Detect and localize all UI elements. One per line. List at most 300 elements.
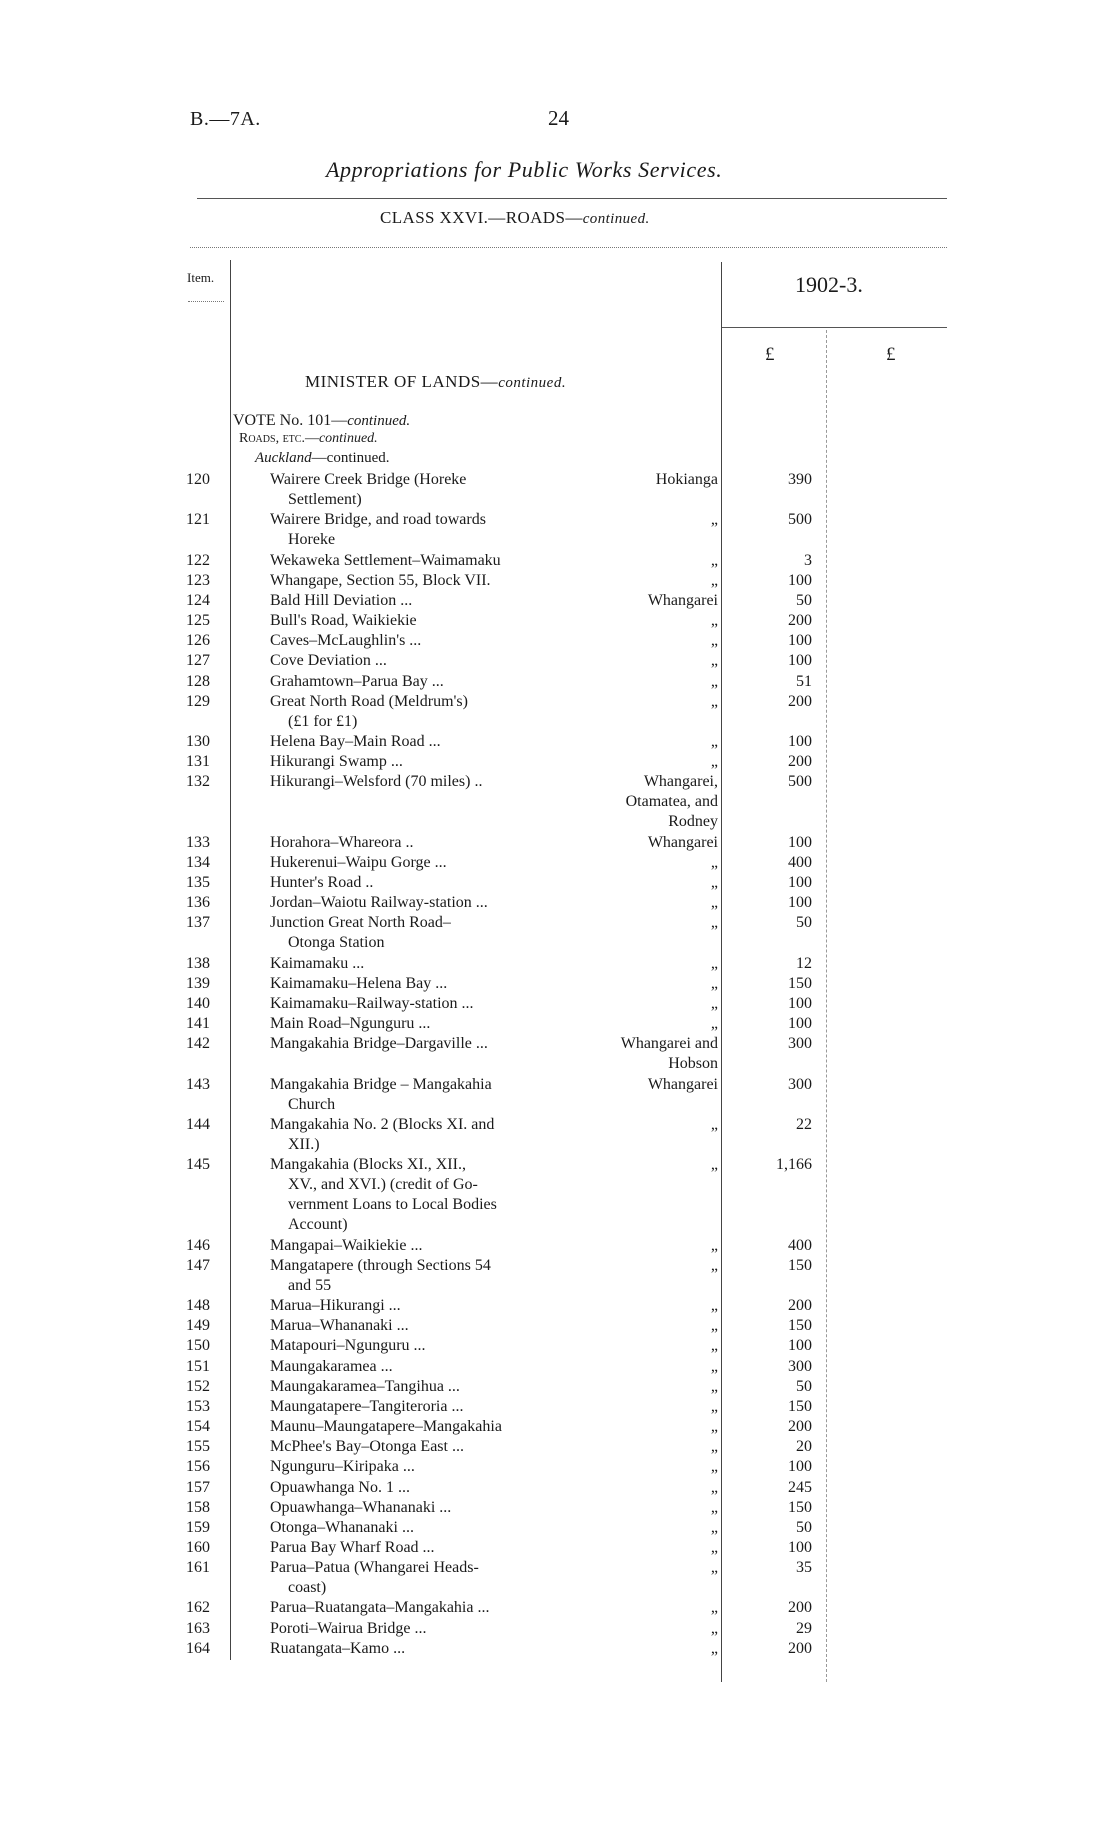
report-code: B.—7A. [190,108,261,130]
item-number: 125 [186,612,210,630]
county-line: „ [710,1418,718,1436]
item-number: 131 [186,753,210,771]
class-heading-main: CLASS XXVI.—ROADS— [380,208,583,227]
description-line: Cove Deviation ... [270,652,387,670]
county-line: „ [710,1317,718,1335]
item-number: 132 [186,773,210,791]
auckland-heading-main: Auckland [255,450,312,466]
roads-heading-suffix: continued. [318,431,378,446]
item-number: 134 [186,853,210,871]
road-description [270,1357,588,1377]
county-name [578,873,718,893]
road-description [270,672,588,692]
road-description [270,1075,588,1115]
item-number: 158 [186,1498,210,1516]
minister-heading-main: MINISTER OF LANDS— [305,372,499,391]
county-line: Hobson [668,1055,718,1073]
item-number: 143 [186,1075,210,1093]
item-number: 130 [186,732,210,750]
description-line: XII.) [288,1135,320,1153]
description-line: Caves–McLaughlin's ... [270,632,422,650]
county-line: „ [710,894,718,912]
county-name [578,1377,718,1397]
description-line: Junction Great North Road– [270,914,451,932]
item-number: 151 [186,1357,210,1375]
road-description [270,732,588,752]
amount-value: 51 [796,672,812,690]
item-number: 129 [186,692,210,710]
county-line: „ [710,753,718,771]
description-line: Marua–Whananaki ... [270,1317,409,1335]
item-number: 128 [186,672,210,690]
road-description [270,1014,588,1034]
description-line: Helena Bay–Main Road ... [270,732,441,750]
description-line: Mangakahia Bridge–Dargaville ... [270,1035,488,1053]
item-number: 120 [186,471,210,488]
county-name [578,591,718,611]
county-line: „ [710,853,718,871]
amount-value: 200 [788,1639,812,1657]
amount-value: 150 [788,1498,812,1516]
county-line: „ [710,612,718,630]
description-line: Hukerenui–Waipu Gorge ... [270,853,447,871]
vote-heading-main: VOTE No. 101— [233,412,348,429]
amount-value: 400 [788,1236,812,1254]
county-line: „ [710,1256,718,1274]
description-line: Ruatangata–Kamo ... [270,1639,406,1657]
amount-value: 150 [788,974,812,992]
county-name [578,1437,718,1457]
road-description [270,893,588,913]
county-line: „ [710,1397,718,1415]
road-description [270,873,588,893]
class-heading [380,208,650,228]
page-number: 24 [548,106,569,130]
road-description [270,510,588,550]
description-line: Great North Road (Meldrum's) [270,692,468,710]
county-name [578,772,718,832]
amount-value: 100 [788,894,812,912]
pound-sign-column-1: £ [765,344,775,365]
item-number: 124 [186,591,210,609]
county-line: „ [710,551,718,569]
amount-value: 300 [788,1357,812,1375]
description-line: Mangakahia No. 2 (Blocks XI. and [270,1115,495,1133]
amount-value: 100 [788,994,812,1012]
item-number: 127 [186,652,210,670]
item-number: 135 [186,874,210,891]
road-description [270,1639,588,1659]
county-line: „ [710,1498,718,1516]
amount-value: 100 [788,632,812,650]
road-description [270,551,588,571]
item-number: 121 [186,511,210,529]
county-name [578,732,718,752]
county-name [578,1619,718,1639]
road-description [270,752,588,772]
vote-heading-suffix: continued. [347,413,411,429]
amount-value: 200 [788,753,812,771]
county-line: „ [710,672,718,690]
item-number: 156 [186,1458,210,1476]
road-description [270,1498,588,1518]
description-line: Opuawhanga–Whananaki ... [270,1498,452,1516]
description-line: XV., and XVI.) (credit of Go- [288,1176,478,1194]
amount-value: 200 [788,1418,812,1436]
description-line: Hunter's Road .. [270,874,374,891]
county-line: „ [710,1559,718,1577]
item-number: 159 [186,1518,210,1536]
road-description [270,611,588,631]
item-number: 146 [186,1236,210,1254]
county-line: „ [710,1156,718,1174]
county-name [578,974,718,994]
road-description [270,1236,588,1256]
road-description [270,571,588,591]
county-line: „ [710,1337,718,1355]
vote-heading [233,412,410,430]
amount-value: 100 [788,874,812,891]
amount-value: 100 [788,1458,812,1476]
road-description [270,913,588,953]
county-line: „ [710,1538,718,1556]
county-name [578,913,718,933]
auckland-heading-suffix: —continued. [311,450,390,466]
description-line: Maunu–Maungatapere–Mangakahia [270,1418,502,1436]
item-number: 144 [186,1115,210,1133]
minister-heading-suffix: continued. [498,375,567,391]
county-name [578,631,718,651]
item-number: 133 [186,833,210,851]
county-name [578,752,718,772]
county-line: „ [710,874,718,891]
item-number: 122 [186,551,210,569]
roads-heading [239,431,378,447]
year-rule [721,327,947,328]
county-line: Otamatea, and [625,793,718,811]
county-name [578,1075,718,1095]
road-description [270,1397,588,1417]
item-number: 136 [186,894,210,912]
county-line: „ [710,632,718,650]
county-line: „ [710,954,718,972]
county-name [578,611,718,631]
description-line: and 55 [288,1276,332,1294]
road-description [270,1619,588,1639]
amount-value: 300 [788,1075,812,1093]
amount-value: 100 [788,571,812,589]
amount-value: 150 [788,1397,812,1415]
road-description [270,994,588,1014]
minister-heading [305,372,566,392]
county-line: Whangarei [647,833,718,851]
county-name [578,1316,718,1336]
road-description [270,1155,588,1235]
county-line: „ [710,1478,718,1496]
description-line: Ngunguru–Kiripaka ... [270,1458,415,1476]
county-name [578,1034,718,1074]
amount-value: 1,166 [776,1156,812,1174]
county-name [578,1639,718,1659]
description-line: Account) [288,1216,348,1234]
description-line: Maungakaramea ... [270,1357,393,1375]
description-line: vernment Loans to Local Bodies [288,1196,497,1214]
county-line: „ [710,1458,718,1476]
county-line: „ [710,1357,718,1375]
description-line: Marua–Hikurangi ... [270,1297,401,1315]
county-line: „ [710,1115,718,1133]
amount-value: 150 [788,1256,812,1274]
title-rule [197,198,947,199]
road-description [270,1417,588,1437]
road-description [270,1478,588,1498]
county-line: „ [710,1015,718,1033]
county-line: „ [710,732,718,750]
county-line: „ [710,1639,718,1657]
county-name [578,1296,718,1316]
description-line: Otonga–Whananaki ... [270,1518,414,1536]
item-number: 141 [186,1015,210,1033]
county-name [578,1417,718,1437]
item-number: 126 [186,632,210,650]
description-line: Kaimamaku ... [270,954,365,972]
county-name [578,1397,718,1417]
road-description [270,1336,588,1356]
item-number: 150 [186,1337,210,1355]
county-name [578,651,718,671]
county-name [578,510,718,530]
description-line: Maungakaramea–Tangihua ... [270,1377,460,1395]
description-line: McPhee's Bay–Otonga East ... [270,1438,464,1456]
county-name [578,1498,718,1518]
total-column-divider [826,330,827,1682]
amount-value: 500 [788,511,812,529]
county-line: „ [710,994,718,1012]
county-name [578,1357,718,1377]
road-description [270,1558,588,1598]
description-line: Parua Bay Wharf Road ... [270,1538,435,1556]
description-line: Wairere Creek Bridge (Horeke [270,471,467,488]
county-line: „ [710,1599,718,1617]
description-line: Bull's Road, Waikiekie [270,612,417,630]
county-name [578,1598,718,1618]
item-number: 147 [186,1256,210,1274]
description-line: (£1 for £1) [288,712,358,730]
amount-value: 200 [788,1297,812,1315]
amount-value: 50 [796,1377,812,1395]
road-description [270,470,588,510]
road-description [270,1377,588,1397]
county-line: „ [710,914,718,932]
item-number: 164 [186,1639,210,1657]
class-rule [190,247,947,248]
item-number: 142 [186,1035,210,1053]
road-description [270,833,588,853]
amount-value: 100 [788,833,812,851]
description-line: Bald Hill Deviation ... [270,591,413,609]
pound-sign-column-2: £ [886,344,896,365]
county-name [578,1155,718,1175]
item-number: 154 [186,1418,210,1436]
item-number: 137 [186,914,210,932]
page-title: Appropriations for Public Works Services. [326,157,723,182]
county-name [578,1115,718,1135]
item-number: 162 [186,1599,210,1617]
description-line: Grahamtown–Parua Bay ... [270,672,444,690]
amount-value: 200 [788,1599,812,1617]
description-line: Hikurangi–Welsford (70 miles) .. [270,773,483,791]
amount-value: 12 [796,954,812,972]
county-line: „ [710,1297,718,1315]
description-line: Main Road–Ngunguru ... [270,1015,431,1033]
road-description [270,1034,588,1054]
road-description [270,1115,588,1155]
road-description [270,1598,588,1618]
amount-value: 22 [796,1115,812,1133]
county-line: „ [710,1377,718,1395]
description-line: Wairere Bridge, and road towards [270,511,486,529]
county-line: „ [710,1438,718,1456]
amount-value: 400 [788,853,812,871]
amount-value: 100 [788,1015,812,1033]
amount-value: 100 [788,732,812,750]
description-line: coast) [288,1579,327,1597]
amount-value: 50 [796,914,812,932]
road-description [270,692,588,732]
county-line: „ [710,692,718,710]
description-line: Mangakahia Bridge – Mangakahia [270,1075,492,1093]
year-heading: 1902-3. [795,272,863,297]
county-name [578,672,718,692]
amount-value: 150 [788,1317,812,1335]
road-description [270,1457,588,1477]
county-name [578,893,718,913]
county-line: „ [710,1236,718,1254]
item-number: 138 [186,954,210,972]
road-description [270,954,588,974]
county-name [578,470,718,490]
county-line: „ [710,511,718,529]
road-description [270,631,588,651]
item-header-rule [188,301,224,302]
county-name [578,551,718,571]
item-number: 139 [186,974,210,992]
item-number: 149 [186,1317,210,1335]
amount-value: 50 [796,1518,812,1536]
county-name [578,692,718,712]
county-line: Whangarei and [620,1035,718,1053]
county-name [578,1256,718,1276]
item-number: 148 [186,1297,210,1315]
county-line: Rodney [668,813,718,831]
item-column-header: Item. [187,270,215,285]
county-name [578,853,718,873]
item-number: 145 [186,1156,210,1174]
description-line: Otonga Station [288,934,385,952]
amount-value: 100 [788,1538,812,1556]
road-description [270,1518,588,1538]
county-line: „ [710,1518,718,1536]
description-line: Mangakahia (Blocks XI., XII., [270,1156,466,1174]
item-number: 152 [186,1377,210,1395]
description-line: Mangapai–Waikiekie ... [270,1236,423,1254]
county-name [578,571,718,591]
road-description [270,974,588,994]
county-line: Hokianga [655,471,718,488]
amount-value: 245 [788,1478,812,1496]
road-description [270,1437,588,1457]
description-line: Poroti–Wairua Bridge ... [270,1619,427,1637]
road-description [270,1296,588,1316]
item-number: 163 [186,1619,210,1637]
county-name [578,1457,718,1477]
item-number: 123 [186,571,210,589]
amount-value: 29 [796,1619,812,1637]
county-line: „ [710,571,718,589]
amount-value: 200 [788,612,812,630]
county-name [578,1236,718,1256]
amount-value: 100 [788,652,812,670]
road-description [270,651,588,671]
amount-value: 3 [804,551,812,569]
county-line: „ [710,652,718,670]
description-line: Whangape, Section 55, Block VII. [270,571,491,589]
description-line: Wekaweka Settlement–Waimamaku [270,551,501,569]
item-column-divider [230,260,231,1660]
county-name [578,1558,718,1578]
description-line: Parua–Ruatangata–Mangakahia ... [270,1599,490,1617]
county-name [578,1014,718,1034]
county-name [578,1336,718,1356]
description-line: Kaimamaku–Railway-station ... [270,994,474,1012]
item-number: 157 [186,1478,210,1496]
description-line: Horahora–Whareora .. [270,833,414,851]
amount-value: 35 [796,1559,812,1577]
item-number: 160 [186,1538,210,1556]
amount-value: 300 [788,1035,812,1053]
item-number: 155 [186,1438,210,1456]
county-name [578,1478,718,1498]
county-name [578,994,718,1014]
item-number: 140 [186,994,210,1012]
county-line: „ [710,1619,718,1637]
county-name [578,833,718,853]
county-line: Whangarei [647,591,718,609]
county-name [578,954,718,974]
auckland-heading [255,450,390,467]
description-line: Opuawhanga No. 1 ... [270,1478,410,1496]
description-line: Church [288,1095,336,1113]
description-line: Horeke [288,531,336,549]
road-description [270,591,588,611]
item-number: 153 [186,1397,210,1415]
class-heading-suffix: continued. [582,211,650,227]
county-line: „ [710,974,718,992]
description-line: Parua–Patua (Whangarei Heads- [270,1559,479,1577]
description-line: Kaimamaku–Helena Bay ... [270,974,448,992]
road-description [270,772,588,792]
item-number: 161 [186,1559,210,1577]
road-description [270,1256,588,1296]
road-description [270,1538,588,1558]
amount-value: 20 [796,1438,812,1456]
description-line: Settlement) [288,491,362,508]
amount-value: 100 [788,1337,812,1355]
county-line: Whangarei [647,1075,718,1093]
amount-value: 390 [788,471,812,488]
amount-value: 200 [788,692,812,710]
county-name [578,1538,718,1558]
